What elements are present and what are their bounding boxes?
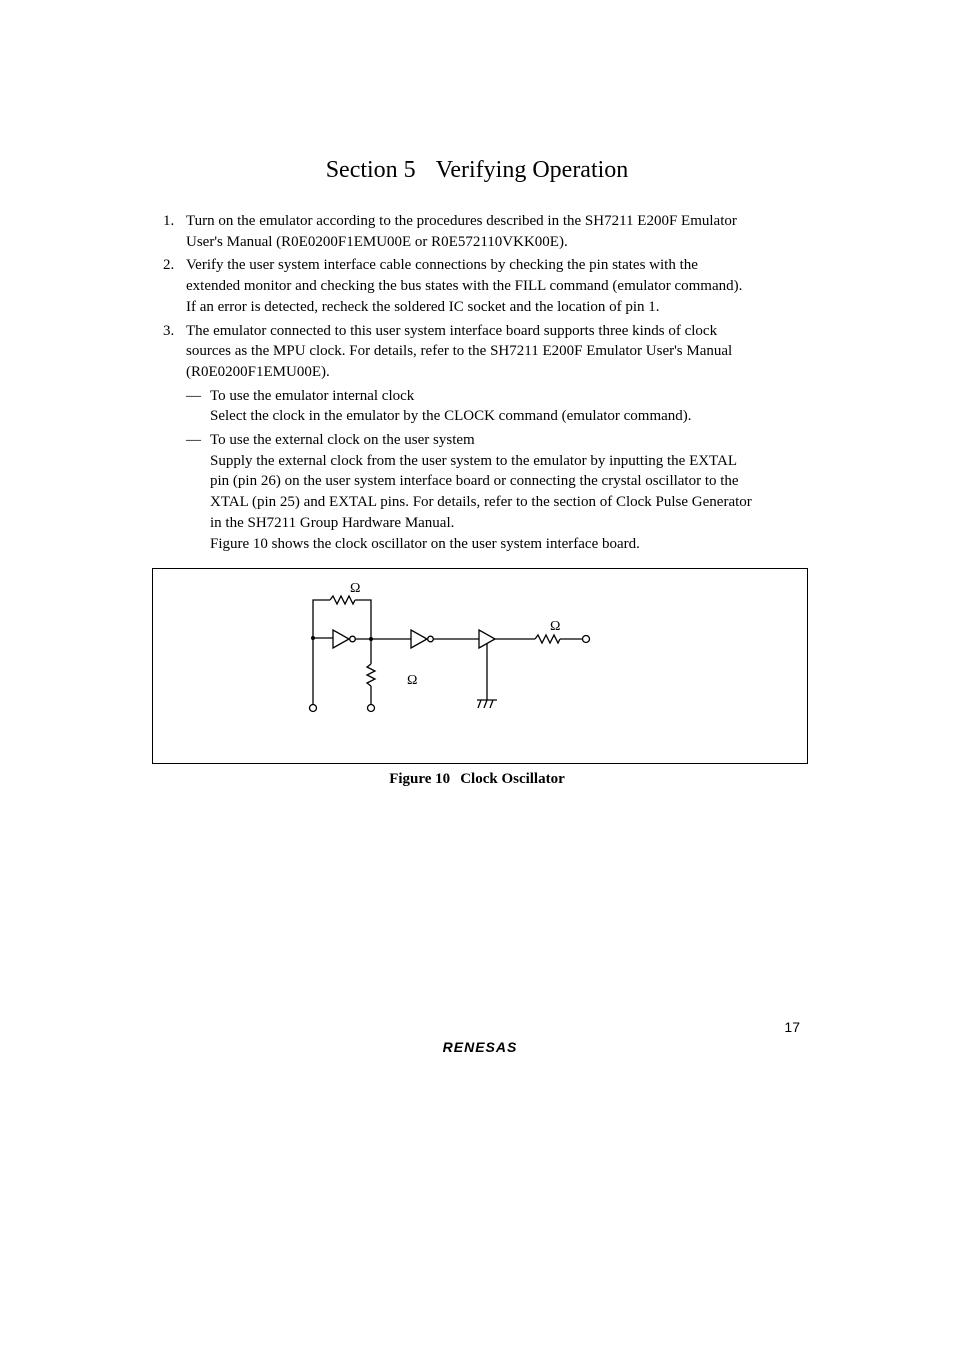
- circuit-diagram: [153, 569, 809, 765]
- renesas-logo: RENESAS: [442, 1039, 518, 1055]
- ground-hatch: [478, 700, 481, 708]
- item-text-line: If an error is detected, recheck the soldered IC socket and the location of pin 1.: [186, 298, 660, 315]
- sub-item-text-line: Select the clock in the emulator by the CLOCK command (emulator command).: [210, 408, 692, 425]
- item-text-line: The emulator connected to this user system interface board supports three kinds of clock: [186, 322, 718, 339]
- omega-label: Ω: [407, 673, 418, 688]
- item-text-line: Verify the user system interface cable connections by checking the pin states with the: [186, 257, 698, 274]
- sub-item-text-line: in the SH7211 Group Hardware Manual.: [210, 514, 455, 531]
- output-resistor: [535, 635, 560, 643]
- list-item: [163, 321, 813, 555]
- ground-hatch: [484, 700, 487, 708]
- sub-item-text-line: XTAL (pin 25) and EXTAL pins. For details, refer to the section of Clock Pulse Generator: [210, 494, 752, 511]
- inverter-1-bubble: [350, 636, 356, 642]
- inverter-2-bubble: [428, 636, 434, 642]
- caption-title: Clock Oscillator: [460, 771, 565, 787]
- item-text-line: User's Manual (R0E0200F1EMU00E or R0E572110VKK00E).: [186, 233, 568, 250]
- output-terminal: [583, 636, 590, 643]
- sub-item-text-line: pin (pin 26) on the user system interface board or connecting the crystal oscillator to the: [210, 473, 739, 490]
- procedure-list: [163, 211, 813, 557]
- list-item: [163, 255, 813, 317]
- damping-resistor: [367, 664, 375, 686]
- section-title: [0, 155, 954, 185]
- item-text-line: Turn on the emulator according to the procedures described in the SH7211 E200F Emulator: [186, 213, 737, 229]
- junction-dot: [311, 636, 315, 640]
- omega-label: Ω: [350, 581, 361, 596]
- dash-marker: —: [186, 387, 201, 404]
- item-text-line: sources as the MPU clock. For details, refer to the SH7211 E200F Emulator User's Manual: [186, 343, 733, 360]
- dash-marker: —: [186, 432, 201, 449]
- junction-dot: [369, 637, 373, 641]
- sub-item-text-line: To use the external clock on the user system: [210, 432, 475, 449]
- sub-item-text-line: Figure 10 shows the clock oscillator on the user system interface board.: [210, 535, 640, 552]
- figure-caption: [0, 771, 954, 788]
- feedback-wire-right: [355, 600, 371, 638]
- page-number: 17: [784, 1019, 800, 1035]
- section-heading: Verifying Operation: [435, 157, 629, 183]
- feedback-wire: [313, 600, 330, 638]
- feedback-resistor: [330, 596, 355, 604]
- extal-terminal: [368, 705, 375, 712]
- sub-item-text-line: Supply the external clock from the user system to the emulator by inputting the EXTAL: [210, 452, 738, 469]
- item-number: 2.: [163, 257, 175, 274]
- section-number: Section 5: [325, 157, 416, 183]
- sub-item-text-line: To use the emulator internal clock: [210, 387, 415, 404]
- clock-oscillator-figure: [152, 568, 808, 764]
- item-text-line: (R0E0200F1EMU00E).: [186, 363, 330, 380]
- inverter-2: [411, 630, 427, 648]
- inverter-1: [333, 630, 349, 648]
- caption-label: Figure 10: [389, 771, 451, 787]
- sub-item-internal-clock: [186, 386, 813, 427]
- omega-label: Ω: [550, 619, 561, 634]
- sub-item-external-clock: [186, 430, 813, 554]
- xtal-terminal: [310, 705, 317, 712]
- item-text-line: extended monitor and checking the bus states with the FILL command (emulator command).: [186, 278, 743, 295]
- item-number: 1.: [163, 213, 175, 229]
- list-item: [163, 211, 813, 252]
- ground-hatch: [490, 700, 493, 708]
- item-number: 3.: [163, 322, 175, 339]
